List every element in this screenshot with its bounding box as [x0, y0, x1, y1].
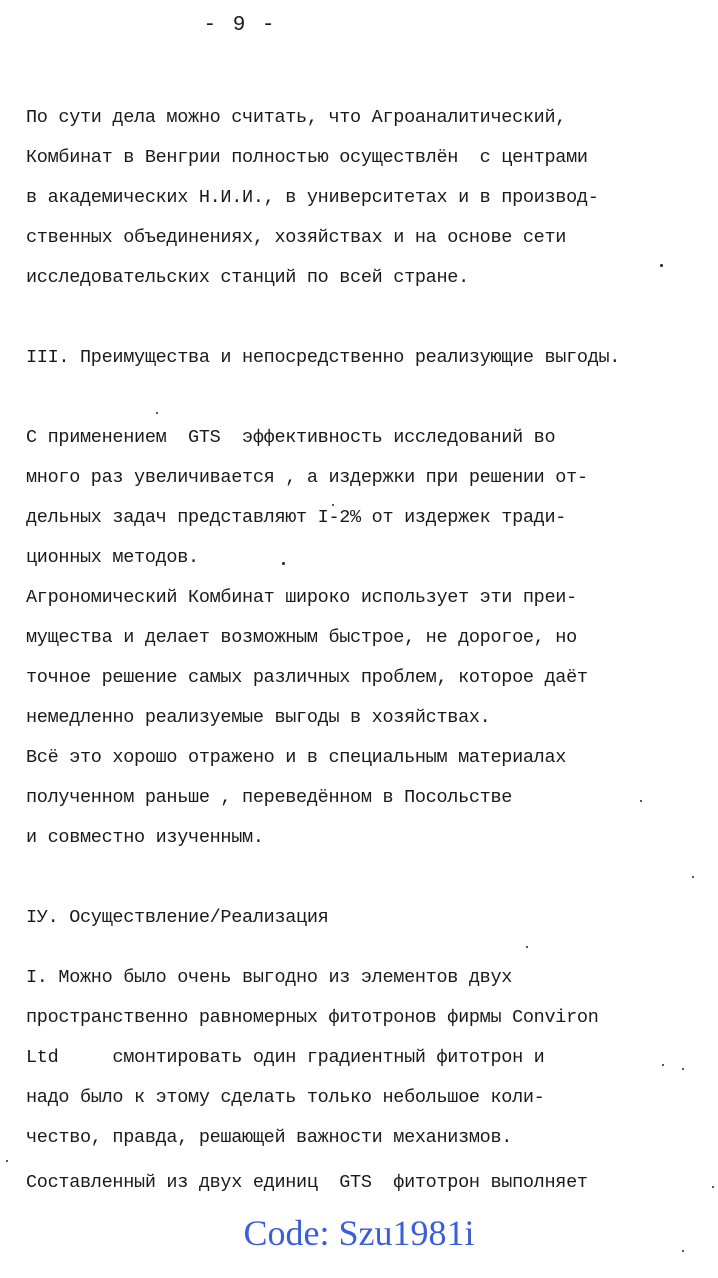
text-line: и совместно изученным. [26, 827, 264, 848]
page-number: - 9 - [203, 14, 277, 37]
scan-speck [692, 876, 694, 878]
section-heading: IУ. Осуществление/Реализация [26, 907, 329, 928]
text-line: По сути дела можно считать, что Агроаналитический, [26, 107, 567, 128]
code-label: Code: Szu1981i [243, 1213, 475, 1253]
scan-speck [640, 800, 642, 802]
scan-speck [682, 1250, 684, 1252]
scan-speck [526, 946, 528, 948]
text-line: надо было к этому сделать только небольшое коли- [26, 1087, 545, 1108]
section-heading: III. Преимущества и непосредственно реализующие выгоды. [26, 347, 621, 368]
text-line: в академических Н.И.И., в университетах и в производ- [26, 187, 599, 208]
text-line: ственных объединениях, хозяйствах и на основе сети [26, 227, 567, 248]
text-line: дельных задач представляют I-2% от издержек тради- [26, 507, 567, 528]
text-line: исследовательских станций по всей стране. [26, 267, 469, 288]
scan-speck [682, 1068, 684, 1070]
text-line: чество, правда, решающей важности механизмов. [26, 1127, 513, 1148]
text-line: Комбинат в Венгрии полностью осуществлён с центрами [26, 147, 588, 168]
text-line: немедленно реализуемые выгоды в хозяйствах. [26, 707, 491, 728]
scan-speck [282, 562, 285, 565]
text-line: Составленный из двух единиц GTS фитотрон выполняет [26, 1172, 588, 1193]
text-line: I. Можно было очень выгодно из элементов двух [26, 967, 513, 988]
scan-speck [712, 1186, 714, 1188]
text-line: пространственно равномерных фитотронов фирмы Conviron [26, 1007, 599, 1028]
scan-speck [660, 264, 663, 267]
text-line: ционных методов. [26, 547, 199, 568]
text-line: Ltd смонтировать один градиентный фитотрон и [26, 1047, 545, 1068]
scan-speck [332, 504, 334, 506]
text-line: Агрономический Комбинат широко использует эти преи- [26, 587, 577, 608]
text-line: С применением GTS эффективность исследований во [26, 427, 556, 448]
scan-speck [662, 1064, 664, 1066]
scan-speck [6, 1160, 8, 1162]
text-line: Всё это хорошо отражено и в специальным материалах [26, 747, 567, 768]
text-line: мущества и делает возможным быстрое, не дорогое, но [26, 627, 577, 648]
scan-speck [156, 412, 158, 414]
text-line: много раз увеличивается , а издержки при решении от- [26, 467, 588, 488]
text-line: полученном раньше , переведённом в Посольстве [26, 787, 513, 808]
text-line: точное решение самых различных проблем, которое даёт [26, 667, 588, 688]
